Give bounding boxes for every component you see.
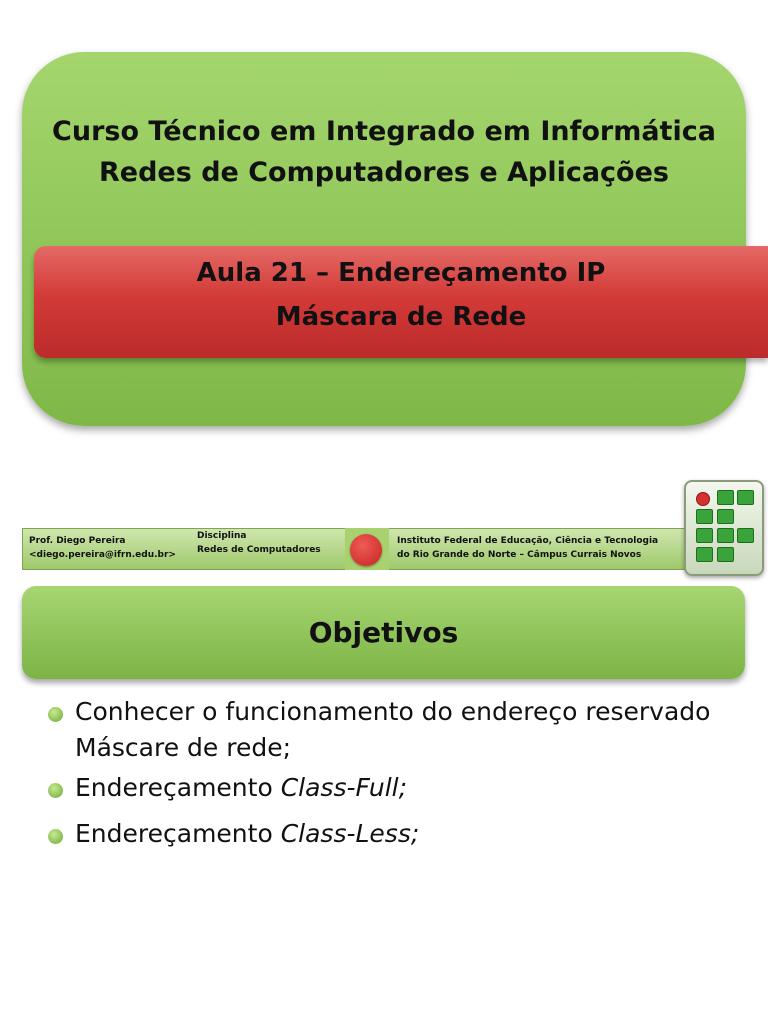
objective-line1: Conhecer o funcionamento do endereço reservado bbox=[75, 697, 711, 726]
objective-prefix: Endereçamento bbox=[75, 819, 281, 848]
red-circle-icon bbox=[350, 534, 382, 566]
logo-square bbox=[717, 509, 734, 524]
objective-line2: Máscare de rede; bbox=[75, 733, 292, 762]
discipline-name: Redes de Computadores bbox=[197, 545, 321, 555]
objective-item bbox=[48, 816, 419, 852]
logo-square bbox=[717, 528, 734, 543]
professor-email: <diego.pereira@ifrn.edu.br> bbox=[29, 550, 176, 560]
logo-square bbox=[737, 528, 754, 543]
discipline-label: Disciplina bbox=[197, 531, 247, 541]
objective-item bbox=[48, 770, 407, 806]
logo-square bbox=[696, 509, 713, 524]
title-card bbox=[22, 52, 746, 426]
objectives-title: Objetivos bbox=[308, 616, 459, 649]
institute-line2: do Rio Grande do Norte – Câmpus Currais Novos bbox=[397, 550, 642, 560]
bullet-icon bbox=[48, 829, 63, 844]
logo-square bbox=[717, 490, 734, 505]
objective-prefix: Endereçamento bbox=[75, 773, 281, 802]
bullet-icon bbox=[48, 707, 63, 722]
logo-square bbox=[696, 528, 713, 543]
course-title: Curso Técnico em Integrado em Informática bbox=[52, 116, 716, 147]
objective-emphasis: Class-Full; bbox=[280, 773, 408, 802]
institute-line1: Instituto Federal de Educação, Ciência e Tecnologia bbox=[397, 536, 659, 546]
lesson-banner bbox=[34, 246, 768, 358]
objectives-header bbox=[22, 586, 745, 679]
slide-header bbox=[22, 528, 700, 570]
bullet-icon bbox=[48, 783, 63, 798]
lesson-subtitle: Máscara de Rede bbox=[275, 302, 527, 332]
lesson-title: Aula 21 – Endereçamento IP bbox=[196, 258, 606, 288]
ifrn-logo-icon bbox=[684, 480, 764, 576]
course-subtitle: Redes de Computadores e Aplicações bbox=[98, 157, 669, 188]
logo-square bbox=[737, 490, 754, 505]
professor-name: Prof. Diego Pereira bbox=[29, 536, 126, 546]
objective-emphasis: Class-Less; bbox=[280, 819, 420, 848]
logo-square bbox=[717, 547, 734, 562]
logo-square bbox=[696, 547, 713, 562]
objective-item bbox=[48, 694, 748, 766]
logo-red-dot bbox=[696, 492, 710, 506]
